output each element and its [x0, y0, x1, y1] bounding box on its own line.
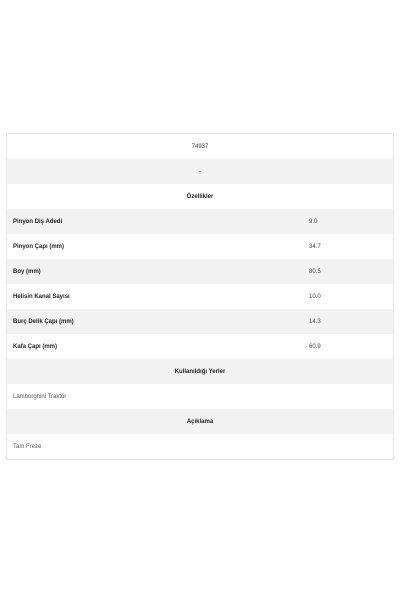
table-row-usage [7, 384, 393, 409]
feature-value: 80.5 [309, 268, 321, 275]
table-row [7, 334, 393, 359]
usage-heading: Kullanıldığı Yerler [174, 368, 226, 375]
feature-label: Pinyon Diş Adedi [13, 218, 63, 225]
table-row [7, 284, 393, 309]
table-row [7, 209, 393, 234]
table-row-code [7, 134, 393, 159]
feature-label: Pinyon Çapı (mm) [13, 243, 65, 250]
feature-value: 14.3 [309, 318, 321, 325]
empty-value: - [199, 168, 201, 175]
product-code: 74937 [191, 143, 209, 150]
section-header-features [7, 184, 393, 209]
feature-label: Helisin Kanal Sayısı [13, 293, 70, 300]
table-row-description [7, 434, 393, 459]
description-text: Tam Freze [13, 443, 42, 450]
feature-label: Boy (mm) [13, 268, 41, 275]
feature-value: 10.0 [309, 293, 321, 300]
usage-text: Lamborghini Traktör [13, 393, 67, 400]
table-row-dash [7, 159, 393, 184]
section-header-description [7, 409, 393, 434]
section-header-usage [7, 359, 393, 384]
feature-label: Burç Delik Çapı (mm) [13, 318, 74, 325]
feature-value: 60.9 [309, 343, 321, 350]
feature-value: 34.7 [309, 243, 321, 250]
feature-label: Kafa Çapı (mm) [13, 343, 58, 350]
table-row [7, 234, 393, 259]
description-heading: Açıklama [186, 418, 214, 425]
table-row [7, 259, 393, 284]
spec-table [6, 133, 394, 460]
table-row [7, 309, 393, 334]
feature-value: 9.0 [309, 218, 318, 225]
features-heading: Özellikler [186, 193, 214, 200]
